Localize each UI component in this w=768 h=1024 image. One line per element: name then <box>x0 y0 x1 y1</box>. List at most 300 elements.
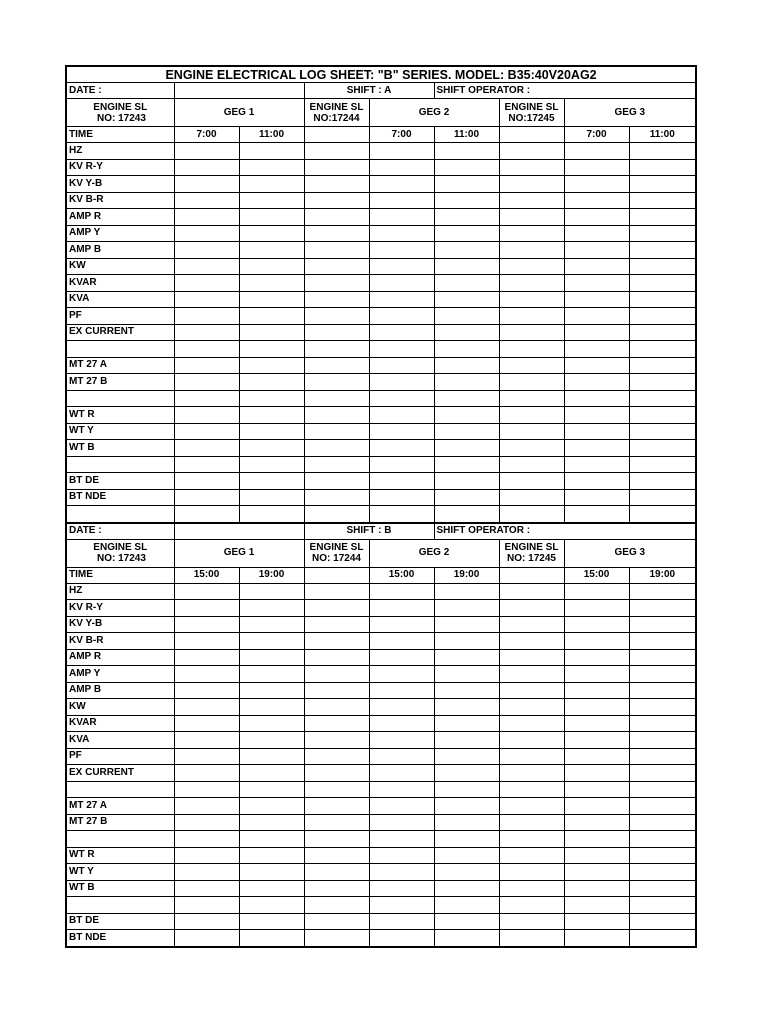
reading-cell[interactable] <box>434 699 499 716</box>
reading-cell[interactable] <box>239 600 304 617</box>
reading-cell[interactable] <box>304 291 369 308</box>
reading-cell[interactable] <box>564 341 629 358</box>
reading-cell[interactable] <box>369 225 434 242</box>
reading-cell[interactable] <box>499 324 564 341</box>
reading-cell[interactable] <box>304 275 369 292</box>
reading-cell[interactable] <box>629 600 696 617</box>
reading-cell[interactable] <box>369 715 434 732</box>
reading-cell[interactable] <box>564 864 629 881</box>
reading-cell[interactable] <box>369 814 434 831</box>
reading-cell[interactable] <box>369 209 434 226</box>
reading-cell[interactable] <box>434 143 499 160</box>
reading-cell[interactable] <box>369 930 434 947</box>
reading-cell[interactable] <box>434 440 499 457</box>
reading-cell[interactable] <box>304 913 369 930</box>
reading-cell[interactable] <box>239 732 304 749</box>
reading-cell[interactable] <box>174 275 239 292</box>
reading-cell[interactable] <box>499 699 564 716</box>
reading-cell[interactable] <box>239 748 304 765</box>
reading-cell[interactable] <box>564 258 629 275</box>
reading-cell[interactable] <box>499 633 564 650</box>
reading-cell[interactable] <box>629 765 696 782</box>
reading-cell[interactable] <box>369 357 434 374</box>
reading-cell[interactable] <box>174 864 239 881</box>
reading-cell[interactable] <box>239 242 304 259</box>
reading-cell[interactable] <box>434 798 499 815</box>
reading-cell[interactable] <box>564 275 629 292</box>
reading-cell[interactable] <box>434 489 499 506</box>
reading-cell[interactable] <box>434 600 499 617</box>
reading-cell[interactable] <box>369 407 434 424</box>
reading-cell[interactable] <box>499 781 564 798</box>
reading-cell[interactable] <box>434 847 499 864</box>
reading-cell[interactable] <box>434 897 499 914</box>
reading-cell[interactable] <box>434 308 499 325</box>
reading-cell[interactable] <box>629 732 696 749</box>
reading-cell[interactable] <box>629 390 696 407</box>
reading-cell[interactable] <box>499 209 564 226</box>
reading-cell[interactable] <box>629 374 696 391</box>
reading-cell[interactable] <box>369 275 434 292</box>
reading-cell[interactable] <box>564 913 629 930</box>
reading-cell[interactable] <box>304 456 369 473</box>
reading-cell[interactable] <box>499 192 564 209</box>
reading-cell[interactable] <box>369 781 434 798</box>
reading-cell[interactable] <box>369 583 434 600</box>
reading-cell[interactable] <box>629 798 696 815</box>
reading-cell[interactable] <box>434 506 499 523</box>
reading-cell[interactable] <box>434 291 499 308</box>
reading-cell[interactable] <box>304 748 369 765</box>
reading-cell[interactable] <box>434 324 499 341</box>
reading-cell[interactable] <box>304 324 369 341</box>
reading-cell[interactable] <box>239 291 304 308</box>
reading-cell[interactable] <box>239 176 304 193</box>
reading-cell[interactable] <box>369 732 434 749</box>
reading-cell[interactable] <box>564 699 629 716</box>
reading-cell[interactable] <box>629 913 696 930</box>
reading-cell[interactable] <box>239 880 304 897</box>
reading-cell[interactable] <box>239 209 304 226</box>
reading-cell[interactable] <box>434 633 499 650</box>
reading-cell[interactable] <box>564 715 629 732</box>
reading-cell[interactable] <box>174 440 239 457</box>
reading-cell[interactable] <box>369 913 434 930</box>
reading-cell[interactable] <box>369 143 434 160</box>
reading-cell[interactable] <box>304 225 369 242</box>
reading-cell[interactable] <box>629 897 696 914</box>
reading-cell[interactable] <box>304 440 369 457</box>
reading-cell[interactable] <box>174 682 239 699</box>
reading-cell[interactable] <box>304 897 369 914</box>
reading-cell[interactable] <box>434 715 499 732</box>
reading-cell[interactable] <box>564 781 629 798</box>
reading-cell[interactable] <box>369 258 434 275</box>
reading-cell[interactable] <box>304 506 369 523</box>
reading-cell[interactable] <box>564 616 629 633</box>
reading-cell[interactable] <box>564 649 629 666</box>
reading-cell[interactable] <box>629 242 696 259</box>
reading-cell[interactable] <box>434 341 499 358</box>
reading-cell[interactable] <box>174 357 239 374</box>
reading-cell[interactable] <box>239 798 304 815</box>
reading-cell[interactable] <box>434 407 499 424</box>
reading-cell[interactable] <box>499 897 564 914</box>
reading-cell[interactable] <box>239 324 304 341</box>
reading-cell[interactable] <box>174 506 239 523</box>
reading-cell[interactable] <box>564 192 629 209</box>
reading-cell[interactable] <box>174 831 239 848</box>
reading-cell[interactable] <box>369 341 434 358</box>
reading-cell[interactable] <box>304 390 369 407</box>
reading-cell[interactable] <box>564 159 629 176</box>
reading-cell[interactable] <box>629 831 696 848</box>
reading-cell[interactable] <box>629 666 696 683</box>
reading-cell[interactable] <box>499 913 564 930</box>
reading-cell[interactable] <box>564 407 629 424</box>
reading-cell[interactable] <box>174 732 239 749</box>
reading-cell[interactable] <box>629 715 696 732</box>
reading-cell[interactable] <box>239 666 304 683</box>
reading-cell[interactable] <box>434 390 499 407</box>
reading-cell[interactable] <box>499 831 564 848</box>
reading-cell[interactable] <box>434 275 499 292</box>
reading-cell[interactable] <box>304 666 369 683</box>
reading-cell[interactable] <box>434 159 499 176</box>
reading-cell[interactable] <box>629 440 696 457</box>
reading-cell[interactable] <box>174 192 239 209</box>
reading-cell[interactable] <box>564 897 629 914</box>
reading-cell[interactable] <box>564 225 629 242</box>
reading-cell[interactable] <box>369 506 434 523</box>
reading-cell[interactable] <box>174 456 239 473</box>
reading-cell[interactable] <box>434 880 499 897</box>
reading-cell[interactable] <box>499 682 564 699</box>
reading-cell[interactable] <box>174 798 239 815</box>
reading-cell[interactable] <box>239 225 304 242</box>
reading-cell[interactable] <box>369 633 434 650</box>
reading-cell[interactable] <box>564 374 629 391</box>
reading-cell[interactable] <box>629 930 696 947</box>
reading-cell[interactable] <box>434 831 499 848</box>
reading-cell[interactable] <box>369 666 434 683</box>
reading-cell[interactable] <box>304 357 369 374</box>
reading-cell[interactable] <box>369 440 434 457</box>
reading-cell[interactable] <box>304 864 369 881</box>
reading-cell[interactable] <box>564 423 629 440</box>
reading-cell[interactable] <box>499 291 564 308</box>
reading-cell[interactable] <box>369 699 434 716</box>
reading-cell[interactable] <box>369 324 434 341</box>
reading-cell[interactable] <box>369 649 434 666</box>
reading-cell[interactable] <box>304 781 369 798</box>
reading-cell[interactable] <box>434 583 499 600</box>
reading-cell[interactable] <box>174 699 239 716</box>
reading-cell[interactable] <box>499 600 564 617</box>
reading-cell[interactable] <box>174 633 239 650</box>
reading-cell[interactable] <box>629 473 696 490</box>
reading-cell[interactable] <box>434 682 499 699</box>
reading-cell[interactable] <box>174 423 239 440</box>
reading-cell[interactable] <box>369 765 434 782</box>
reading-cell[interactable] <box>239 357 304 374</box>
reading-cell[interactable] <box>239 633 304 650</box>
reading-cell[interactable] <box>174 341 239 358</box>
reading-cell[interactable] <box>434 192 499 209</box>
reading-cell[interactable] <box>499 748 564 765</box>
reading-cell[interactable] <box>499 423 564 440</box>
reading-cell[interactable] <box>434 209 499 226</box>
reading-cell[interactable] <box>304 176 369 193</box>
reading-cell[interactable] <box>629 324 696 341</box>
reading-cell[interactable] <box>239 143 304 160</box>
reading-cell[interactable] <box>174 473 239 490</box>
reading-cell[interactable] <box>369 616 434 633</box>
reading-cell[interactable] <box>564 666 629 683</box>
reading-cell[interactable] <box>629 506 696 523</box>
reading-cell[interactable] <box>304 209 369 226</box>
reading-cell[interactable] <box>499 456 564 473</box>
reading-cell[interactable] <box>434 225 499 242</box>
reading-cell[interactable] <box>174 666 239 683</box>
reading-cell[interactable] <box>369 242 434 259</box>
reading-cell[interactable] <box>174 897 239 914</box>
reading-cell[interactable] <box>174 159 239 176</box>
reading-cell[interactable] <box>564 831 629 848</box>
reading-cell[interactable] <box>174 583 239 600</box>
reading-cell[interactable] <box>304 600 369 617</box>
reading-cell[interactable] <box>369 748 434 765</box>
reading-cell[interactable] <box>174 258 239 275</box>
reading-cell[interactable] <box>629 682 696 699</box>
reading-cell[interactable] <box>174 930 239 947</box>
reading-cell[interactable] <box>174 913 239 930</box>
reading-cell[interactable] <box>499 242 564 259</box>
reading-cell[interactable] <box>174 489 239 506</box>
reading-cell[interactable] <box>174 374 239 391</box>
reading-cell[interactable] <box>369 489 434 506</box>
reading-cell[interactable] <box>564 765 629 782</box>
reading-cell[interactable] <box>369 176 434 193</box>
reading-cell[interactable] <box>629 258 696 275</box>
reading-cell[interactable] <box>239 864 304 881</box>
reading-cell[interactable] <box>174 308 239 325</box>
reading-cell[interactable] <box>629 423 696 440</box>
reading-cell[interactable] <box>499 649 564 666</box>
reading-cell[interactable] <box>369 374 434 391</box>
reading-cell[interactable] <box>239 489 304 506</box>
reading-cell[interactable] <box>629 814 696 831</box>
reading-cell[interactable] <box>499 374 564 391</box>
reading-cell[interactable] <box>174 600 239 617</box>
reading-cell[interactable] <box>174 242 239 259</box>
reading-cell[interactable] <box>304 583 369 600</box>
reading-cell[interactable] <box>174 748 239 765</box>
reading-cell[interactable] <box>369 831 434 848</box>
reading-cell[interactable] <box>434 357 499 374</box>
reading-cell[interactable] <box>304 831 369 848</box>
date-field[interactable] <box>174 523 304 540</box>
reading-cell[interactable] <box>304 880 369 897</box>
reading-cell[interactable] <box>369 390 434 407</box>
reading-cell[interactable] <box>369 473 434 490</box>
reading-cell[interactable] <box>629 291 696 308</box>
reading-cell[interactable] <box>499 440 564 457</box>
reading-cell[interactable] <box>304 489 369 506</box>
reading-cell[interactable] <box>499 275 564 292</box>
reading-cell[interactable] <box>434 176 499 193</box>
reading-cell[interactable] <box>304 798 369 815</box>
reading-cell[interactable] <box>434 374 499 391</box>
date-field[interactable] <box>174 83 304 99</box>
reading-cell[interactable] <box>434 814 499 831</box>
reading-cell[interactable] <box>369 847 434 864</box>
reading-cell[interactable] <box>564 732 629 749</box>
reading-cell[interactable] <box>564 748 629 765</box>
reading-cell[interactable] <box>239 583 304 600</box>
reading-cell[interactable] <box>434 781 499 798</box>
reading-cell[interactable] <box>564 600 629 617</box>
reading-cell[interactable] <box>434 930 499 947</box>
reading-cell[interactable] <box>304 242 369 259</box>
reading-cell[interactable] <box>239 649 304 666</box>
reading-cell[interactable] <box>629 649 696 666</box>
reading-cell[interactable] <box>239 456 304 473</box>
reading-cell[interactable] <box>304 308 369 325</box>
reading-cell[interactable] <box>564 440 629 457</box>
reading-cell[interactable] <box>434 258 499 275</box>
reading-cell[interactable] <box>499 715 564 732</box>
reading-cell[interactable] <box>434 473 499 490</box>
reading-cell[interactable] <box>369 291 434 308</box>
reading-cell[interactable] <box>304 765 369 782</box>
reading-cell[interactable] <box>499 732 564 749</box>
reading-cell[interactable] <box>304 732 369 749</box>
reading-cell[interactable] <box>564 456 629 473</box>
reading-cell[interactable] <box>564 324 629 341</box>
reading-cell[interactable] <box>174 715 239 732</box>
reading-cell[interactable] <box>434 616 499 633</box>
reading-cell[interactable] <box>499 308 564 325</box>
reading-cell[interactable] <box>239 897 304 914</box>
reading-cell[interactable] <box>369 423 434 440</box>
reading-cell[interactable] <box>629 616 696 633</box>
reading-cell[interactable] <box>239 699 304 716</box>
reading-cell[interactable] <box>239 423 304 440</box>
reading-cell[interactable] <box>629 880 696 897</box>
reading-cell[interactable] <box>174 616 239 633</box>
reading-cell[interactable] <box>499 159 564 176</box>
reading-cell[interactable] <box>239 506 304 523</box>
reading-cell[interactable] <box>239 682 304 699</box>
reading-cell[interactable] <box>629 847 696 864</box>
reading-cell[interactable] <box>304 616 369 633</box>
reading-cell[interactable] <box>499 390 564 407</box>
reading-cell[interactable] <box>304 374 369 391</box>
reading-cell[interactable] <box>239 913 304 930</box>
reading-cell[interactable] <box>174 649 239 666</box>
reading-cell[interactable] <box>564 506 629 523</box>
reading-cell[interactable] <box>629 225 696 242</box>
reading-cell[interactable] <box>174 765 239 782</box>
reading-cell[interactable] <box>174 176 239 193</box>
reading-cell[interactable] <box>564 489 629 506</box>
reading-cell[interactable] <box>239 715 304 732</box>
reading-cell[interactable] <box>434 732 499 749</box>
reading-cell[interactable] <box>434 242 499 259</box>
reading-cell[interactable] <box>564 798 629 815</box>
reading-cell[interactable] <box>304 649 369 666</box>
reading-cell[interactable] <box>499 176 564 193</box>
reading-cell[interactable] <box>564 390 629 407</box>
reading-cell[interactable] <box>369 192 434 209</box>
reading-cell[interactable] <box>629 407 696 424</box>
reading-cell[interactable] <box>434 864 499 881</box>
reading-cell[interactable] <box>564 682 629 699</box>
reading-cell[interactable] <box>499 506 564 523</box>
reading-cell[interactable] <box>629 176 696 193</box>
reading-cell[interactable] <box>239 258 304 275</box>
reading-cell[interactable] <box>629 209 696 226</box>
reading-cell[interactable] <box>239 374 304 391</box>
reading-cell[interactable] <box>369 897 434 914</box>
reading-cell[interactable] <box>629 489 696 506</box>
reading-cell[interactable] <box>239 192 304 209</box>
reading-cell[interactable] <box>369 456 434 473</box>
reading-cell[interactable] <box>369 682 434 699</box>
reading-cell[interactable] <box>304 930 369 947</box>
reading-cell[interactable] <box>304 699 369 716</box>
reading-cell[interactable] <box>369 880 434 897</box>
reading-cell[interactable] <box>499 666 564 683</box>
reading-cell[interactable] <box>174 324 239 341</box>
reading-cell[interactable] <box>174 291 239 308</box>
reading-cell[interactable] <box>304 715 369 732</box>
reading-cell[interactable] <box>304 258 369 275</box>
reading-cell[interactable] <box>564 880 629 897</box>
reading-cell[interactable] <box>629 159 696 176</box>
reading-cell[interactable] <box>174 407 239 424</box>
reading-cell[interactable] <box>304 143 369 160</box>
reading-cell[interactable] <box>629 633 696 650</box>
reading-cell[interactable] <box>304 682 369 699</box>
reading-cell[interactable] <box>239 814 304 831</box>
reading-cell[interactable] <box>434 423 499 440</box>
reading-cell[interactable] <box>174 143 239 160</box>
reading-cell[interactable] <box>629 308 696 325</box>
reading-cell[interactable] <box>239 473 304 490</box>
reading-cell[interactable] <box>499 341 564 358</box>
reading-cell[interactable] <box>369 159 434 176</box>
reading-cell[interactable] <box>434 765 499 782</box>
reading-cell[interactable] <box>629 192 696 209</box>
reading-cell[interactable] <box>304 341 369 358</box>
reading-cell[interactable] <box>499 847 564 864</box>
reading-cell[interactable] <box>239 341 304 358</box>
reading-cell[interactable] <box>499 798 564 815</box>
reading-cell[interactable] <box>564 814 629 831</box>
reading-cell[interactable] <box>629 456 696 473</box>
reading-cell[interactable] <box>369 798 434 815</box>
reading-cell[interactable] <box>499 880 564 897</box>
reading-cell[interactable] <box>304 192 369 209</box>
reading-cell[interactable] <box>629 781 696 798</box>
reading-cell[interactable] <box>499 357 564 374</box>
reading-cell[interactable] <box>629 583 696 600</box>
reading-cell[interactable] <box>174 390 239 407</box>
reading-cell[interactable] <box>499 765 564 782</box>
reading-cell[interactable] <box>564 143 629 160</box>
